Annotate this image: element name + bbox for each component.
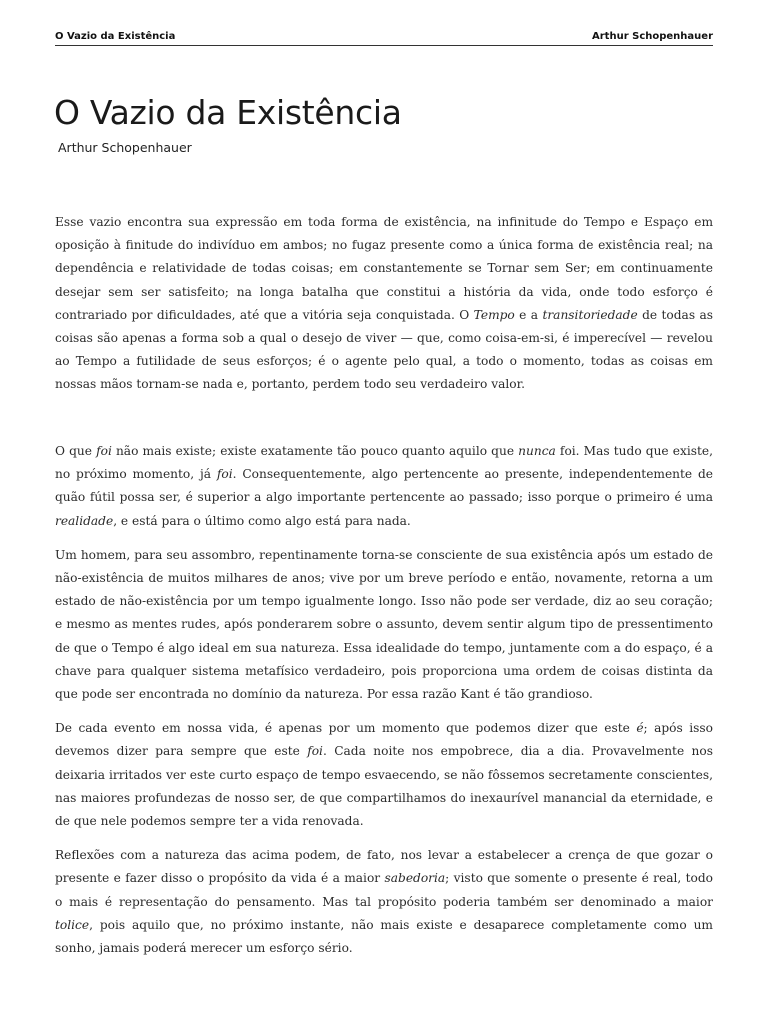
text-block-main bbox=[55, 440, 713, 971]
running-header bbox=[55, 31, 713, 46]
header-author: Arthur Schopenhauer bbox=[592, 31, 713, 42]
emphasis-text: sabedoria bbox=[384, 871, 446, 886]
paragraph: Esse vazio encontra sua expressão em toda forma de existência, na infinitude do Tempo e Espaço em oposição à finitude do indivíduo em ambos; no fugaz presente como a única forma de existência real; na dependência e relatividade de todas coisas; em constantemente se Tornar sem Ser; em continuamente desejar sem ser satisfeito; na longa batalha que constitui a história da vida, onde todo esforço é contrariado por dificuldades, até que a vitória seja conquistada. O Tempo e a transitoriedade de todas as coisas são apenas a forma sob a qual o desejo de viver — que, como coisa-em-si, é imperecível — revelou ao Tempo a futilidade de seus esforços; é o agente pelo qual, a todo o momento, todas as coisas em nossas mãos tornam-se nada e, portanto, perdem todo seu verdadeiro valor. bbox=[55, 215, 713, 392]
paragraph: De cada evento em nossa vida, é apenas por um momento que podemos dizer que este é; após isso devemos dizer para sempre que este foi. Cada noite nos empobrece, dia a dia. Provavelmente nos deixaria irritados ver este curto espaço de tempo esvaecendo, se não fôssemos secretamente conscientes, nas maiores profundezas de nosso ser, de que compartilhamos do inexaurível manancial da eternidade, e de que nele podemos sempre ter a vida renovada. bbox=[55, 721, 713, 829]
paragraph: Reflexões com a natureza das acima podem, de fato, nos levar a estabelecer a crença de que gozar o presente e fazer disso o propósito da vida é a maior sabedoria; visto que somente o presente é real, todo o mais é representação do pensamento. Mas tal propósito poderia também ser denominado a maior tolice, pois aquilo que, no próximo instante, não mais existe e desaparece completamente como um sonho, jamais poderá merecer um esforço sério. bbox=[55, 848, 713, 956]
emphasis-text: transitoriedade bbox=[542, 307, 638, 322]
header-document-title: O Vazio da Existência bbox=[55, 31, 176, 42]
page-title: O Vazio da Existência bbox=[54, 93, 402, 132]
paragraph: Um homem, para seu assombro, repentinamente torna-se consciente de sua existência após um estado de não-existência de muitos milhares de anos; vive por um breve período e então, novamente, retorna a um estado de não-existência por um tempo igualmente longo. Isso não pode ser verdade, diz ao seu coração; e mesmo as mentes rudes, após ponderarem sobre o assunto, devem sentir algum tipo de pressentimento de que o Tempo é algo ideal em sua natureza. Essa idealidade do tempo, juntamente com a do espaço, é a chave para qualquer sistema metafísico verdadeiro, pois proporciona uma ordem de coisas distinta da que pode ser encontrada no domínio da natureza. Por essa razão Kant é tão grandioso. bbox=[55, 547, 713, 702]
emphasis-text: nunca bbox=[518, 444, 556, 458]
emphasis-text: tolice bbox=[55, 917, 90, 932]
emphasis-text: foi bbox=[96, 444, 112, 458]
paragraph: O que foi não mais existe; existe exatamente tão pouco quanto aquilo que nunca foi. Mas tudo que existe, no próximo momento, já foi. Consequentemente, algo pertencente ao presente, independentemente de quão fútil possa ser, é superior a algo importante pertencente ao passado; isso porque o primeiro é uma realidade, e está para o último como algo está para nada. bbox=[55, 444, 713, 528]
emphasis-text: realidade bbox=[55, 513, 114, 528]
emphasis-text: é bbox=[636, 721, 644, 736]
author-name: Arthur Schopenhauer bbox=[58, 140, 192, 155]
emphasis-text: foi bbox=[307, 744, 323, 759]
text-block-intro bbox=[55, 211, 713, 408]
emphasis-text: Tempo bbox=[473, 307, 515, 322]
emphasis-text: foi bbox=[216, 467, 233, 482]
